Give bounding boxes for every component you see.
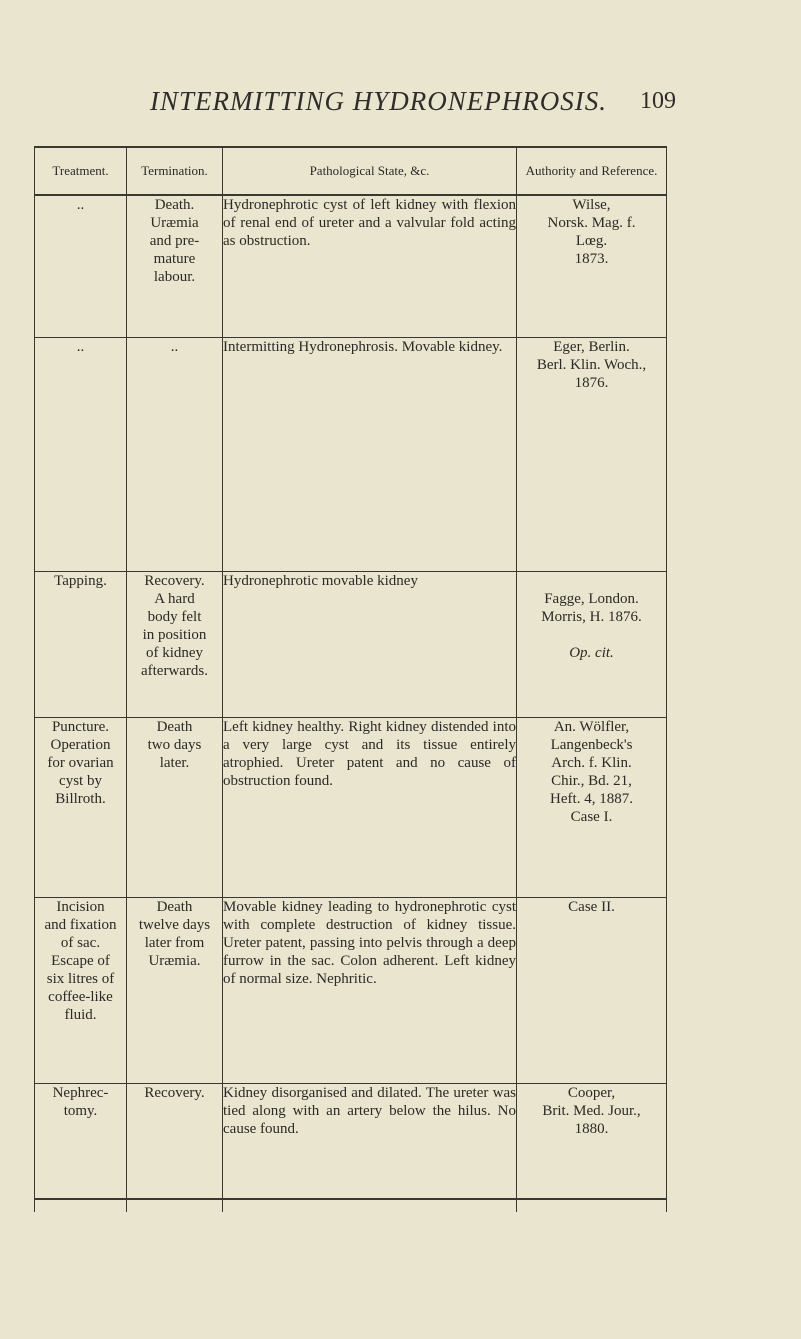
authority-op-cit: Op. cit. [569, 644, 614, 661]
pathology-cell: Left kidney healthy. Right kidney distended into a very large cyst and its tissue entirely atrophied. Ureter patent and no cause of obstruction found. [223, 717, 517, 897]
bottom-tick [35, 1199, 127, 1212]
column-header-termination: Termination. [127, 147, 223, 195]
termination-cell: Recovery. A hard body felt in position of kidney afterwards. [127, 571, 223, 717]
table-header-row [35, 147, 667, 195]
termination-cell: Death two days later. [127, 717, 223, 897]
pathology-cell: Hydronephrotic cyst of left kidney with flexion of renal end of ureter and a valvular fold acting as obstruction. [223, 195, 517, 337]
authority-cell: An. Wölfler, Langenbeck's Arch. f. Klin. Chir., Bd. 21, Heft. 4, 1887. Case I. [517, 717, 667, 897]
column-header-pathological-state: Pathological State, &c. [223, 147, 517, 195]
running-title: INTERMITTING HYDRONEPHROSIS. [150, 86, 607, 116]
table-row [35, 571, 667, 717]
table-row [35, 1083, 667, 1199]
authority-text: Fagge, London. Morris, H. 1876. [541, 590, 642, 625]
pathology-cell: Kidney disorganised and dilated. The ureter was tied along with an artery below the hilus. No cause found. [223, 1083, 517, 1199]
termination-cell: .. [127, 337, 223, 571]
termination-cell: Death twelve days later from Uræmia. [127, 897, 223, 1083]
treatment-cell: Puncture. Operation for ovarian cyst by Billroth. [35, 717, 127, 897]
authority-cell: Eger, Berlin. Berl. Klin. Woch., 1876. [517, 337, 667, 571]
treatment-cell: Tapping. [35, 571, 127, 717]
page-number: 109 [640, 88, 676, 114]
table-row [35, 717, 667, 897]
authority-cell [517, 571, 667, 717]
pathology-cell: Hydronephrotic movable kidney [223, 571, 517, 717]
treatment-cell: .. [35, 337, 127, 571]
pathology-cell: Intermitting Hydronephrosis. Movable kidney. [223, 337, 517, 571]
authority-cell: Cooper, Brit. Med. Jour., 1880. [517, 1083, 667, 1199]
termination-cell: Death. Uræmia and pre- mature labour. [127, 195, 223, 337]
authority-cell: Case II. [517, 897, 667, 1083]
table-row [35, 337, 667, 571]
termination-cell: Recovery. [127, 1083, 223, 1199]
authority-cell: Wilse, Norsk. Mag. f. Lœg. 1873. [517, 195, 667, 337]
treatment-cell: Nephrec- tomy. [35, 1083, 127, 1199]
treatment-cell: Incision and fixation of sac. Escape of six litres of coffee-like fluid. [35, 897, 127, 1083]
column-header-authority: Authority and Reference. [517, 147, 667, 195]
case-table [34, 146, 667, 1212]
treatment-cell: .. [35, 195, 127, 337]
table-bottom-rule [35, 1199, 667, 1212]
column-header-treatment: Treatment. [35, 147, 127, 195]
page-header [0, 86, 801, 126]
pathology-cell: Movable kidney leading to hydronephrotic cyst with complete destruction of kidney tissue. Ureter patent, passing into pelvis through a deep furrow in the sac. Colon adherent. Left kidney of normal size. Nephritic. [223, 897, 517, 1083]
table-row [35, 897, 667, 1083]
bottom-tick [223, 1199, 517, 1212]
bottom-tick [517, 1199, 667, 1212]
table-row [35, 195, 667, 337]
bottom-tick [127, 1199, 223, 1212]
